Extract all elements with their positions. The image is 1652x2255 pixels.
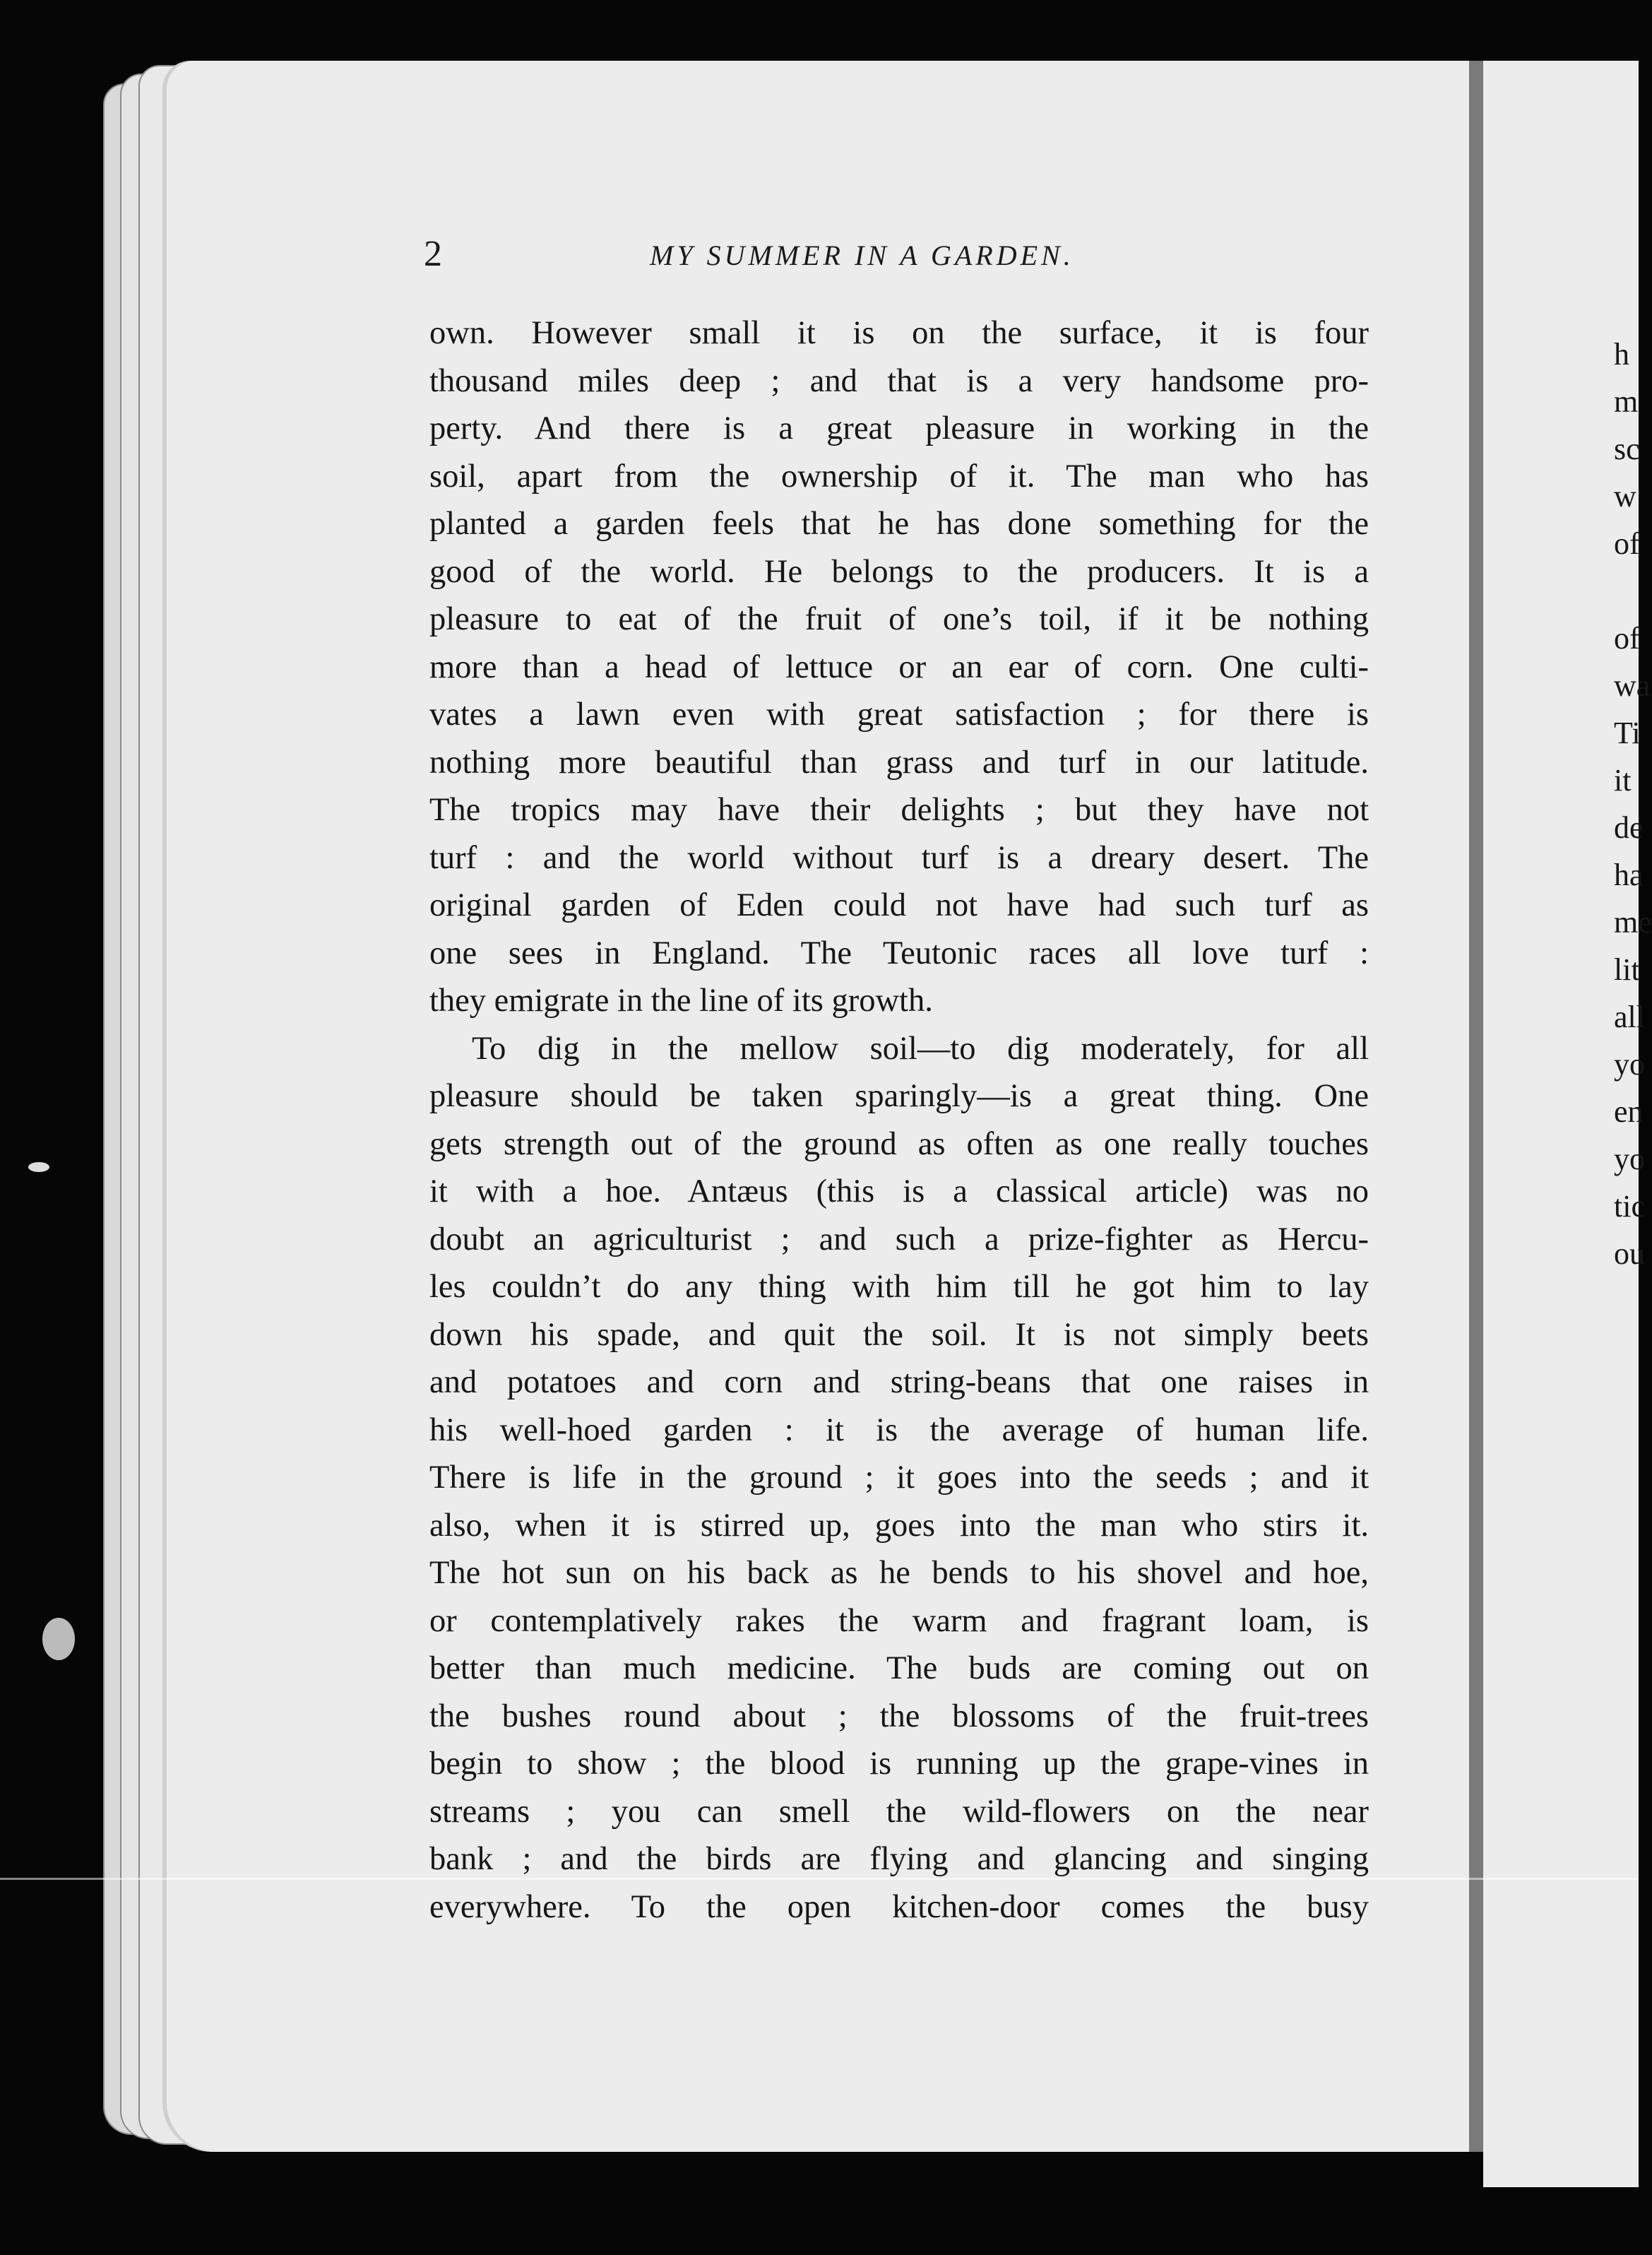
facing-fragment: tic [1614,1189,1645,1224]
text-line: good of the world. He belongs to the producers. It is a [429,553,1369,590]
facing-fragment: h [1614,337,1629,372]
facing-fragment: of [1614,526,1640,561]
text-line: There is life in the ground ; it goes into the seeds ; and it [429,1460,1369,1496]
text-line: vates a lawn even with great satisfaction ; for there is [429,697,1369,733]
text-line: soil, apart from the ownership of it. The man who has [429,458,1369,495]
text-line: les couldn’t do any thing with him till he got him to lay [429,1269,1369,1305]
facing-fragment: sc [1614,432,1640,466]
text-line: better than much medicine. The buds are coming out on [429,1650,1369,1686]
facing-fragment: m [1614,384,1639,419]
scan-speck [28,1162,49,1172]
text-line: begin to show ; the blood is running up the grape-vines in [429,1746,1369,1782]
text-line: it with a hoe. Antæus (this is a classical article) was no [429,1173,1369,1209]
text-line: the bushes round about ; the blossoms of the fruit-trees [429,1698,1369,1734]
text-line: perty. And there is a great pleasure in working in the [429,410,1369,446]
page-number: 2 [424,234,442,274]
facing-fragment: w [1614,479,1636,514]
facing-fragment: yo [1614,1142,1645,1176]
text-line: thousand miles deep ; and that is a very handsome pro- [429,362,1369,399]
text-line: nothing more beautiful than grass and turf in our latitude. [429,744,1369,781]
facing-fragment: lit [1614,952,1640,987]
text-line: down his spade, and quit the soil. It is not simply beets [429,1316,1369,1353]
text-line: pleasure should be taken sparingly—is a great thing. One [429,1078,1369,1114]
text-line: everywhere. To the open kitchen-door comes the busy [429,1888,1369,1925]
facing-fragment: en [1614,1094,1644,1129]
body-text [429,309,1369,1931]
facing-fragment: all [1614,1000,1645,1034]
text-line: also, when it is stirred up, goes into the man who stirs it. [429,1507,1369,1544]
text-line: or contemplatively rakes the warm and fragrant loam, is [429,1602,1369,1639]
text-line: The tropics may have their delights ; but they have not [429,792,1369,828]
facing-page-text [1614,331,1652,1277]
text-line: bank ; and the birds are flying and glancing and singing [429,1841,1369,1877]
facing-fragment: it [1614,763,1632,798]
text-line: gets strength out of the ground as often as one really touches [429,1125,1369,1162]
scan-artifact-line [0,1878,1639,1880]
text-line: one sees in England. The Teutonic races all love turf : [429,935,1369,971]
facing-fragment: ha [1614,858,1644,892]
text-line: they emigrate in the line of its growth. [429,983,933,1019]
text-line: planted a garden feels that he has done something for the [429,506,1369,542]
facing-fragment: yo [1614,1047,1645,1082]
text-line: original garden of Eden could not have had such turf as [429,887,1369,923]
facing-fragment: de [1614,810,1644,845]
facing-fragment: ou [1614,1236,1645,1271]
scan-speck [42,1618,75,1660]
facing-fragment: me [1614,905,1652,940]
facing-fragment: of [1614,621,1640,656]
text-line: own. However small it is on the surface, it is four [429,315,1369,351]
running-header [424,233,1370,283]
text-line: streams ; you can smell the wild-flowers on the near [429,1793,1369,1830]
text-line: his well-hoed garden : it is the average of human life. [429,1411,1369,1448]
text-line: pleasure to eat of the fruit of one’s toil, if it be nothing [429,601,1369,637]
text-line: and potatoes and corn and string-beans that one raises in [429,1364,1369,1400]
text-line: more than a head of lettuce or an ear of corn. One culti- [429,649,1369,685]
running-title: MY SUMMER IN A GARDEN. [650,239,1074,271]
text-line: To dig in the mellow soil—to dig moderately, for all [472,1030,1369,1067]
text-line: The hot sun on his back as he bends to his shovel and hoe, [429,1555,1369,1591]
facing-fragment: wa [1614,668,1651,703]
text-line: turf : and the world without turf is a dreary desert. The [429,839,1369,876]
facing-fragment: Ti [1614,716,1641,750]
book-gutter [1469,61,1483,2152]
text-line: doubt an agriculturist ; and such a prize-fighter as Hercu- [429,1221,1369,1257]
facing-fragment [1614,567,1652,615]
